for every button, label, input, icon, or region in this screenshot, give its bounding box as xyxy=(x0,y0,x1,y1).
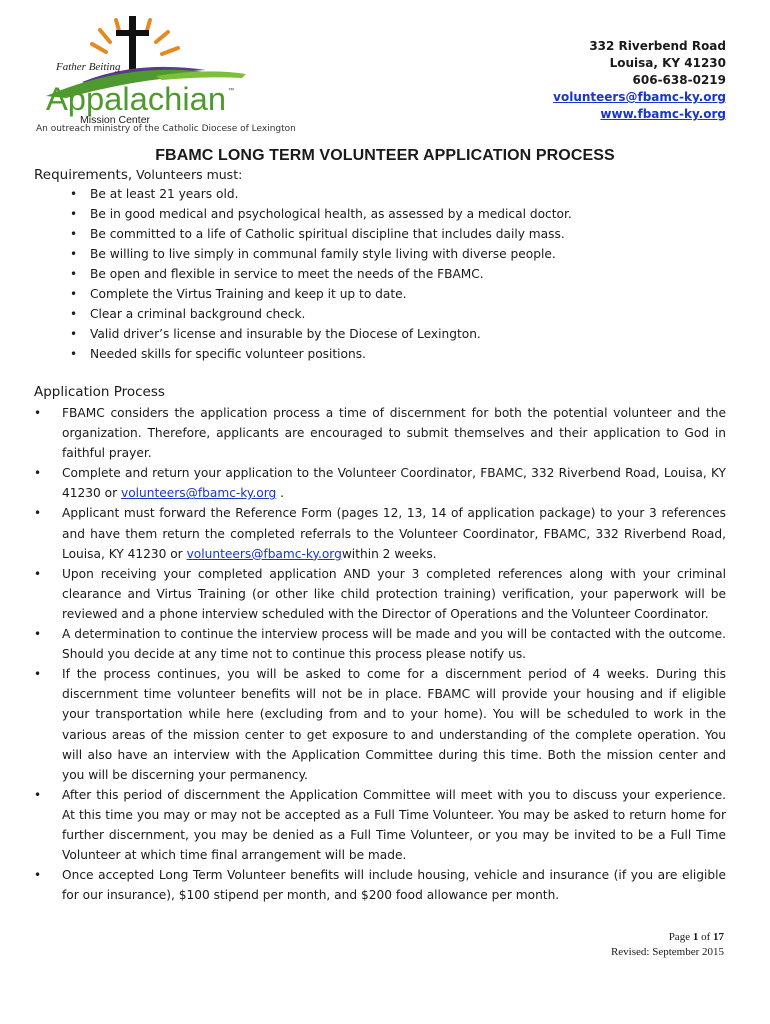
item-text: . xyxy=(276,486,285,501)
list-item: • Needed skills for specific volunteer positions. xyxy=(70,345,572,365)
page-word: Page xyxy=(668,931,693,943)
contact-block xyxy=(553,38,726,123)
process-list xyxy=(34,403,726,905)
requirements-heading-label: Requirements, xyxy=(34,167,133,183)
list-item: • Be willing to live simply in communal family style living with diverse people. xyxy=(70,245,572,265)
list-item: • Be in good medical and psychological health, as assessed by a medical doctor. xyxy=(70,205,572,225)
total-pages: 17 xyxy=(713,931,724,943)
item-text: within 2 weeks. xyxy=(341,546,437,561)
list-item: • Once accepted Long Term Volunteer benefits will include housing, vehicle and insurance (if you are eligible for our insurance), $100 stipend per month, and $200 food allowance per month. xyxy=(34,865,726,905)
list-item: • Complete the Virtus Training and keep it up to date. xyxy=(70,285,572,305)
list-item xyxy=(34,503,726,563)
logo-tm: ™ xyxy=(228,88,234,94)
email-link[interactable]: volunteers@fbamc-ky.org xyxy=(121,486,277,501)
list-item: • FBAMC considers the application process a time of discernment for both the potential volunteer and the organization. Therefore, applicants are encouraged to submit themselves and their application to God in faithful prayer. xyxy=(34,403,726,463)
logo-main-text: Appalachian xyxy=(46,81,226,117)
requirements-heading xyxy=(34,167,242,183)
logo-sub-text: Mission Center xyxy=(80,114,151,124)
revised-date: Revised: September 2015 xyxy=(610,946,724,958)
fbamc-logo xyxy=(36,12,286,124)
of-word: of xyxy=(698,931,713,943)
email-link[interactable]: volunteers@fbamc-ky.org xyxy=(553,90,726,104)
website-link[interactable]: www.fbamc-ky.org xyxy=(600,107,726,121)
item-text: Applicant must forward the Reference Form (pages 12, 13, 14 of application package) to your 3 references and have them return the completed referrals to the Volunteer Coordinator, FBAMC, 332 Riverbend Road, Louisa, KY 41230 or xyxy=(62,506,726,561)
phone-number: 606-638-0219 xyxy=(632,73,726,87)
requirements-list xyxy=(70,185,572,365)
item-text: Complete and return your application to the Volunteer Coordinator, FBAMC, 332 Riverbend Road, Louisa, KY 41230 or xyxy=(62,466,726,501)
requirements-subheading: Volunteers must: xyxy=(132,167,243,182)
page-number xyxy=(611,930,724,945)
list-item: • A determination to continue the interview process will be made and you will be contacted with the outcome. Should you decide at any time not to continue this process please notify us. xyxy=(34,624,726,664)
list-item: • Valid driver’s license and insurable by the Diocese of Lexington. xyxy=(70,325,572,345)
page-title: FBAMC LONG TERM VOLUNTEER APPLICATION PROCESS xyxy=(155,147,615,164)
logo-top-text: Father Beiting xyxy=(56,61,121,73)
street-address: 332 Riverbend Road xyxy=(589,39,726,53)
tagline: An outreach ministry of the Catholic Diocese of Lexington xyxy=(36,124,296,134)
city-state-zip: Louisa, KY 41230 xyxy=(609,56,726,70)
current-page: 1 xyxy=(692,931,699,943)
process-heading: Application Process xyxy=(34,384,165,400)
list-item xyxy=(34,463,726,503)
list-item: • Clear a criminal background check. xyxy=(70,305,572,325)
email-link[interactable]: volunteers@fbamc-ky.org xyxy=(186,546,342,561)
list-item: • Upon receiving your completed application AND your 3 completed references along with your criminal clearance and Virtus Training (or other like child protection training) verification, your paperwork will be reviewed and a phone interview scheduled with the Director of Operations and the Volunteer Coordinator. xyxy=(34,564,726,624)
list-item: • After this period of discernment the Application Committee will meet with you to discuss your experience. At this time you may or may not be accepted as a Full Time Volunteer. You may be asked to return home for further discernment, you may be denied as a Full Time Volunteer, or you may be invited to be a Full Time Volunteer at which time final arrangement will be made. xyxy=(34,785,726,865)
list-item: • Be committed to a life of Catholic spiritual discipline that includes daily mass. xyxy=(70,225,572,245)
list-item: • Be at least 21 years old. xyxy=(70,185,572,205)
list-item: • If the process continues, you will be asked to come for a discernment period of 4 weeks. During this discernment time volunteer benefits will not be in place. FBAMC will provide your housing and if eligible your transportation while here (excluding from and to your home). You will be scheduled to work in the various areas of the mission center to get exposure to and understanding of the complete operation. You will also have an interview with the Application Committee during this time. Both the mission center and you will be discerning your permanency. xyxy=(34,664,726,785)
list-item: • Be open and flexible in service to meet the needs of the FBAMC. xyxy=(70,265,572,285)
page-footer xyxy=(611,930,724,960)
